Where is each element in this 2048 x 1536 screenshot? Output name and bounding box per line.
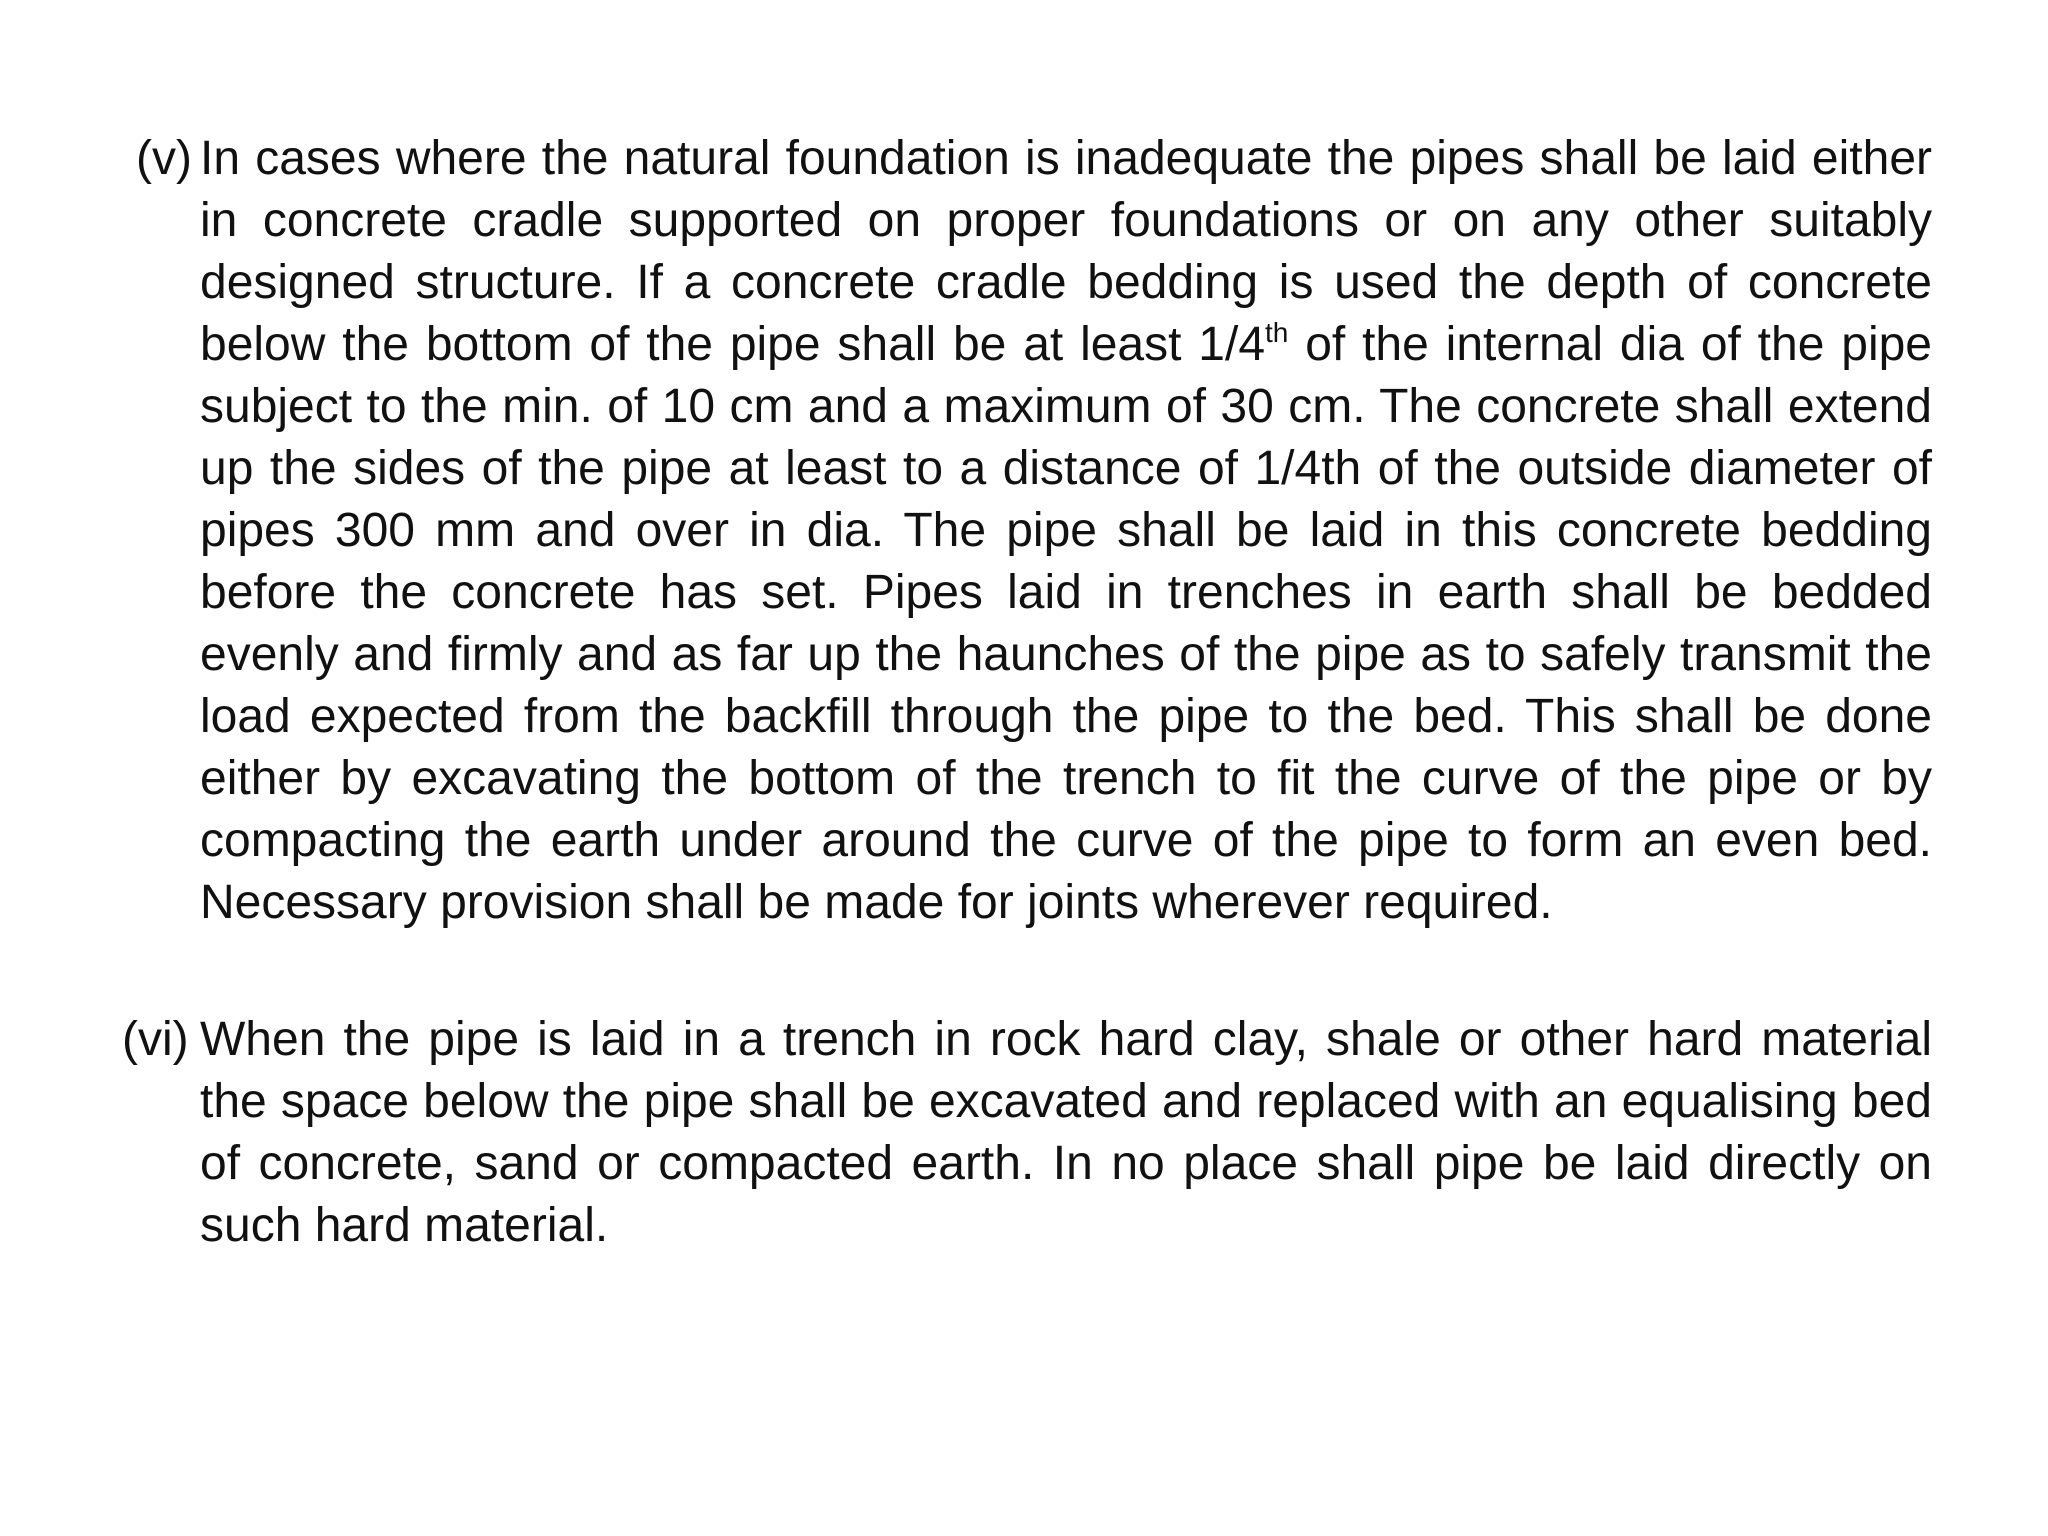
clause-v-superscript: th	[1265, 317, 1289, 348]
clause-vi	[122, 1009, 1932, 1257]
clause-v-marker: (v)	[136, 132, 192, 185]
clause-v-text-part-1: In cases where the natural foundation is inadequate the pipes shall be laid either in concrete cradle supported on proper foundations or on any other suitably designed structure. If a concrete cradle bedding is used the depth of concrete below the bottom of the pipe shall be at least 1/4	[200, 132, 1932, 371]
clause-vi-marker: (vi)	[122, 1013, 189, 1066]
clause-v-text-part-2: of the internal dia of the pipe subject to the min. of 10 cm and a maximum of 30 cm. The concrete shall extend up the sides of the pipe at least to a distance of 1/4th of the outside diameter of pipes 300 mm and over in dia. The pipe shall be laid in this concrete bedding before the concrete has set. Pipes laid in trenches in earth shall be bedded evenly and firmly and as far up the haunches of the pipe as to safely transmit the load expected from the backfill through the pipe to the bed. This shall be done either by excavating the bottom of the trench to fit the curve of the pipe or by compacting the earth under around the curve of the pipe to form an even bed. Necessary provision shall be made for joints wherever required.	[200, 318, 1932, 929]
clause-vi-text: When the pipe is laid in a trench in rock hard clay, shale or other hard material the space below the pipe shall be excavated and replaced with an equalising bed of concrete, sand or compacted earth. In no place shall pipe be laid directly on such hard material.	[200, 1013, 1932, 1252]
clause-v	[136, 128, 1932, 934]
